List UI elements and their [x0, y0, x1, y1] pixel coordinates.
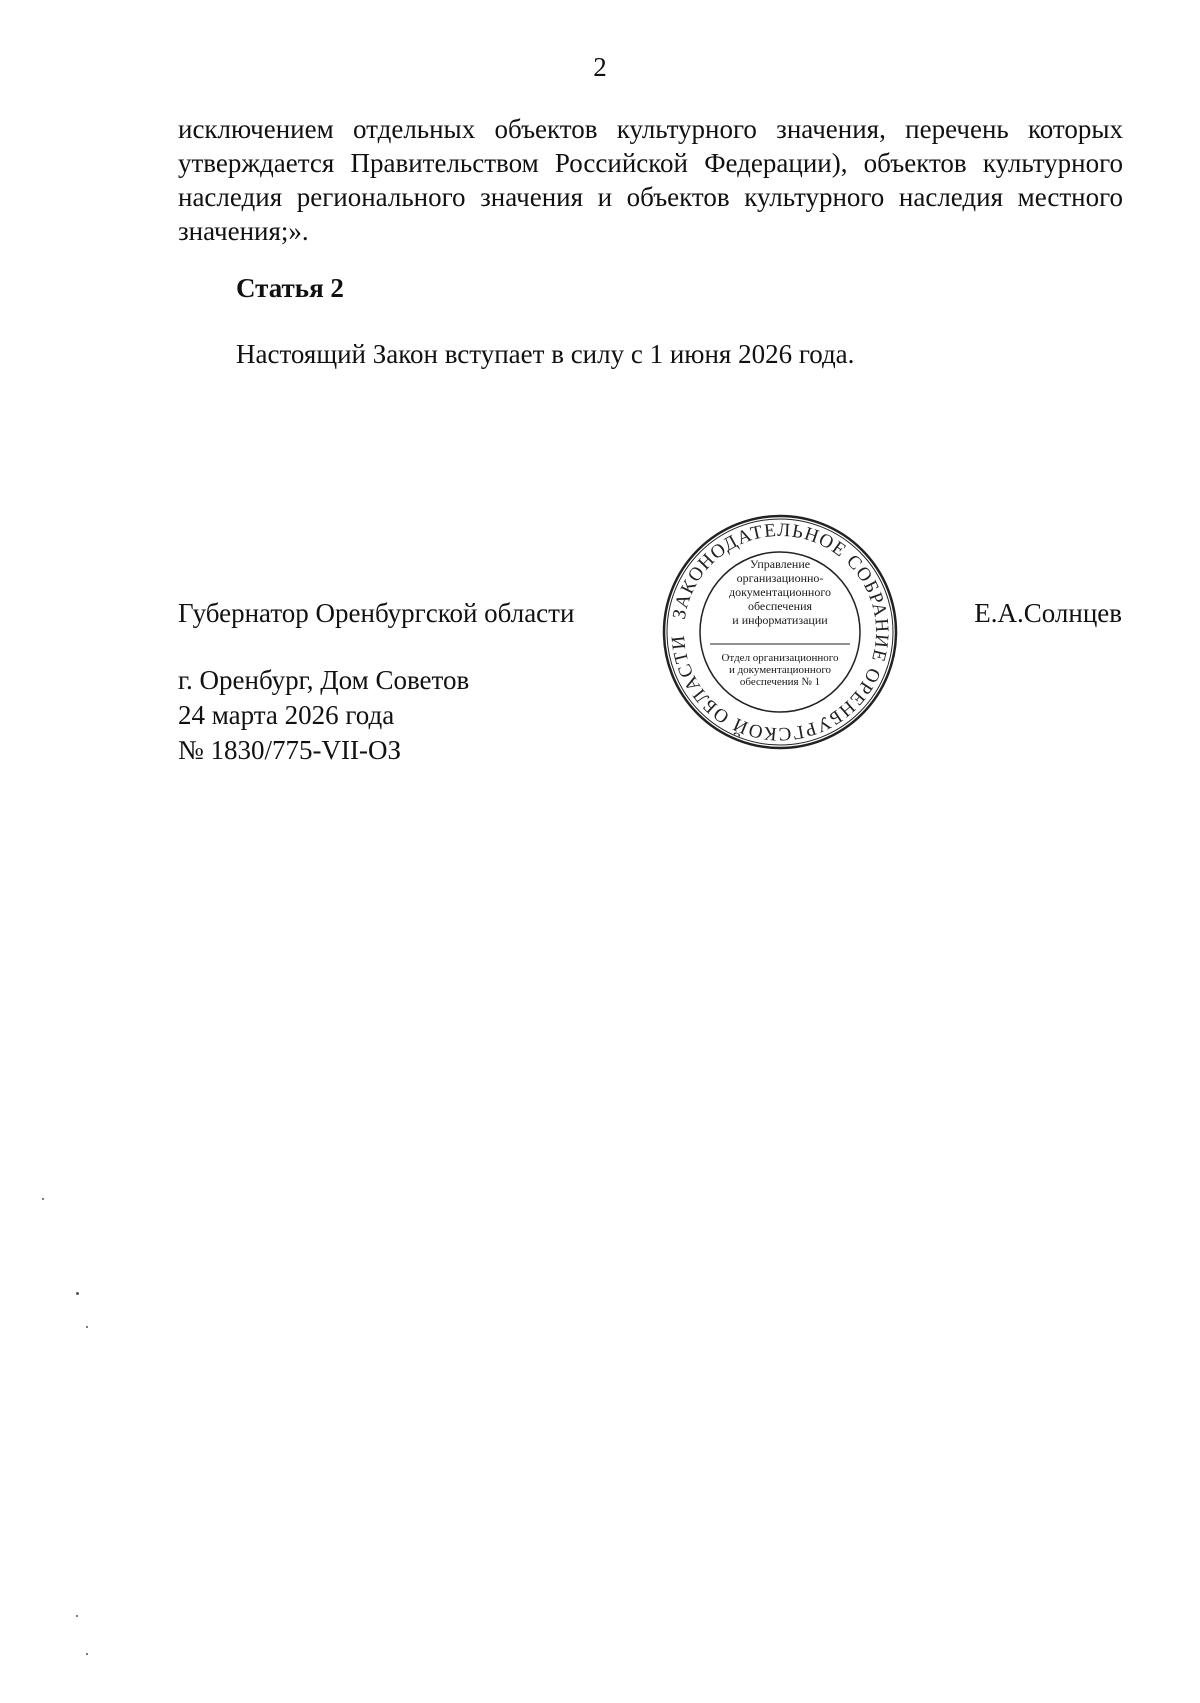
paragraph-line: исключением отдельных объектов культурного значения, перечень которых — [178, 114, 1123, 144]
official-seal — [660, 512, 900, 752]
place-date-block — [178, 663, 469, 768]
paragraph-line: значения;». — [178, 216, 309, 246]
seal-department-1: Управление организационно- документационного обеспечения и информатизации — [729, 557, 831, 627]
scan-speck — [86, 1653, 88, 1655]
article-heading: Статья 2 — [236, 273, 344, 303]
article-text: Настоящий Закон вступает в силу с 1 июня 2026 года. — [236, 339, 855, 369]
paragraph-continuation — [178, 112, 1123, 248]
date: 24 марта 2026 года — [178, 700, 395, 730]
paragraph-line: наследия регионального значения и объектов культурного наследия местного — [178, 182, 1123, 212]
paragraph-line: утверждается Правительством Российской Федерации), объектов культурного — [178, 148, 1123, 178]
seal-outer-text: ЗАКОНОДАТЕЛЬНОЕ СОБРАНИЕ ОРЕНБУРГСКОЙ ОБЛАСТИ — [667, 519, 893, 745]
scan-speck — [76, 1292, 79, 1295]
signatory-title: Губернатор Оренбургской области — [178, 598, 575, 628]
scan-speck — [76, 1615, 78, 1617]
scan-speck — [42, 1198, 44, 1200]
signatory-name: Е.А.Солнцев — [974, 598, 1122, 628]
scan-speck — [86, 1326, 88, 1328]
seal-department-2: Отдел организационного и документационного обеспечения № 1 — [721, 652, 839, 688]
page-number: 2 — [593, 52, 607, 82]
place: г. Оренбург, Дом Советов — [178, 665, 470, 695]
document-number: № 1830/775-VII-ОЗ — [178, 735, 402, 765]
seal-graphic — [660, 512, 900, 752]
